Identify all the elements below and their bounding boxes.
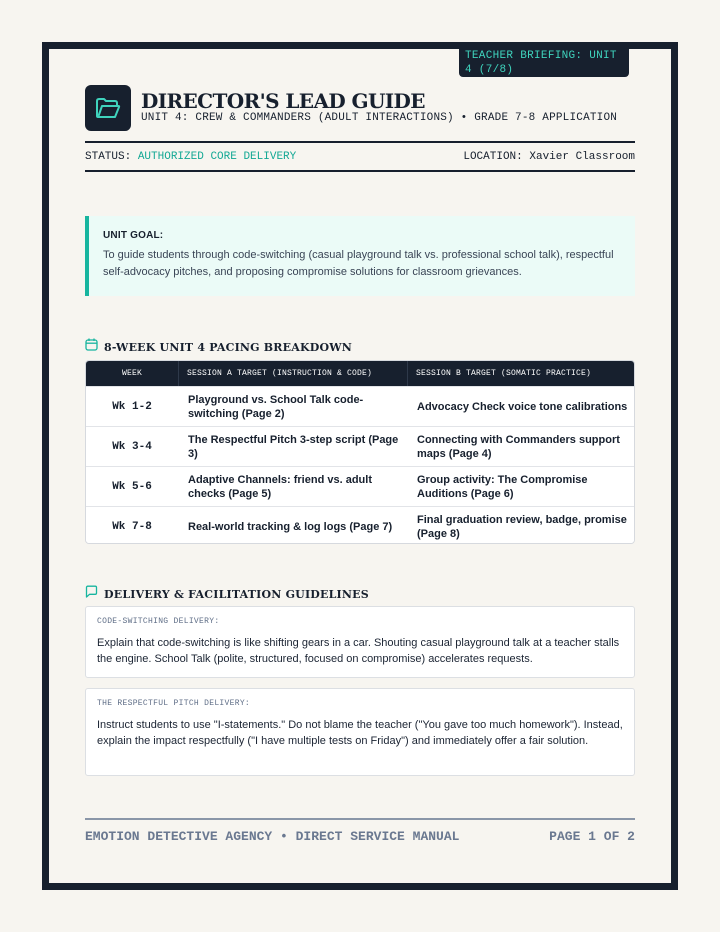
location-value: Xavier Classroom bbox=[529, 151, 635, 163]
briefing-badge: TEACHER BRIEFING: UNIT 4 (7/8) bbox=[459, 49, 629, 77]
week-cell: Wk 3-4 bbox=[112, 441, 152, 453]
column-header-session-b: SESSION B TARGET (SOMATIC PRACTICE) bbox=[407, 361, 635, 386]
week-cell: Wk 1-2 bbox=[112, 401, 152, 413]
guideline-card-label: THE RESPECTFUL PITCH DELIVERY: bbox=[97, 699, 251, 708]
session-b-cell: Advocacy Check voice tone calibrations bbox=[417, 401, 628, 413]
page-header bbox=[85, 85, 635, 135]
guidelines-section-title: DELIVERY & FACILITATION GUIDELINES bbox=[104, 587, 369, 601]
guidelines-section-header bbox=[85, 585, 369, 603]
guideline-card-text: Instruct students to use "I-statements." Do not blame the teacher ("You gave too much homework"). Instead, explain the impact respectfully ("I have multiple tests on Friday") and immediately offer a fair solution. bbox=[97, 719, 623, 747]
page-frame bbox=[42, 42, 678, 890]
status-bar bbox=[85, 141, 635, 172]
table-row bbox=[86, 426, 634, 466]
folder-open-icon bbox=[85, 85, 131, 131]
column-header-week: WEEK bbox=[121, 369, 142, 378]
unit-goal-label: UNIT GOAL: bbox=[103, 230, 164, 241]
table-row bbox=[86, 386, 634, 426]
unit-goal-text: To guide students through code-switching (casual playground talk vs. professional school talk), respectful self-advocacy pitches, and proposing compromise solutions for classroom grievances. bbox=[103, 249, 614, 278]
guideline-card bbox=[85, 688, 635, 776]
session-a-cell: Playground vs. School Talk code-switching (Page 2) bbox=[188, 394, 364, 420]
table-row bbox=[86, 466, 634, 506]
session-b-cell: Connecting with Commanders support maps (Page 4) bbox=[417, 434, 620, 460]
calendar-icon bbox=[85, 338, 98, 356]
footer-manual-title: EMOTION DETECTIVE AGENCY • DIRECT SERVICE MANUAL bbox=[85, 829, 460, 844]
pacing-table bbox=[85, 360, 635, 544]
pacing-section-title: 8-WEEK UNIT 4 PACING BREAKDOWN bbox=[104, 340, 353, 354]
status-field bbox=[85, 151, 296, 163]
unit-goal-callout bbox=[85, 216, 635, 296]
session-b-cell: Final graduation review, badge, promise (Page 8) bbox=[417, 514, 627, 540]
guideline-card-label: CODE-SWITCHING DELIVERY: bbox=[97, 617, 220, 626]
page-subtitle: UNIT 4: CREW & COMMANDERS (ADULT INTERACTIONS) • GRADE 7-8 APPLICATION bbox=[141, 112, 618, 124]
page-title: DIRECTOR'S LEAD GUIDE bbox=[141, 89, 425, 113]
session-a-cell: The Respectful Pitch 3-step script (Page 3) bbox=[188, 434, 399, 460]
week-cell: Wk 5-6 bbox=[112, 481, 152, 493]
session-a-cell: Real-world tracking & log logs (Page 7) bbox=[188, 521, 393, 533]
session-a-cell: Adaptive Channels: friend vs. adult checks (Page 5) bbox=[188, 474, 372, 500]
page-number: PAGE 1 OF 2 bbox=[549, 829, 635, 844]
session-b-cell: Group activity: The Compromise Auditions (Page 6) bbox=[417, 474, 588, 500]
guideline-card-text: Explain that code-switching is like shifting gears in a car. Shouting casual playground talk at a teacher stalls the engine. School Talk (polite, structured, focused on compromise) accelerates requests. bbox=[97, 637, 620, 665]
table-row bbox=[86, 506, 634, 544]
table-header-row bbox=[86, 361, 634, 386]
guideline-card bbox=[85, 606, 635, 678]
week-cell: Wk 7-8 bbox=[112, 521, 152, 533]
page-footer bbox=[85, 818, 635, 848]
location-field bbox=[463, 151, 635, 163]
status-label: STATUS: bbox=[85, 151, 132, 163]
location-label: LOCATION: bbox=[463, 151, 523, 163]
column-header-session-a: SESSION A TARGET (INSTRUCTION & CODE) bbox=[178, 361, 408, 386]
chat-bubble-icon bbox=[85, 585, 98, 603]
status-value: AUTHORIZED CORE DELIVERY bbox=[137, 151, 297, 163]
pacing-section-header bbox=[85, 338, 352, 356]
